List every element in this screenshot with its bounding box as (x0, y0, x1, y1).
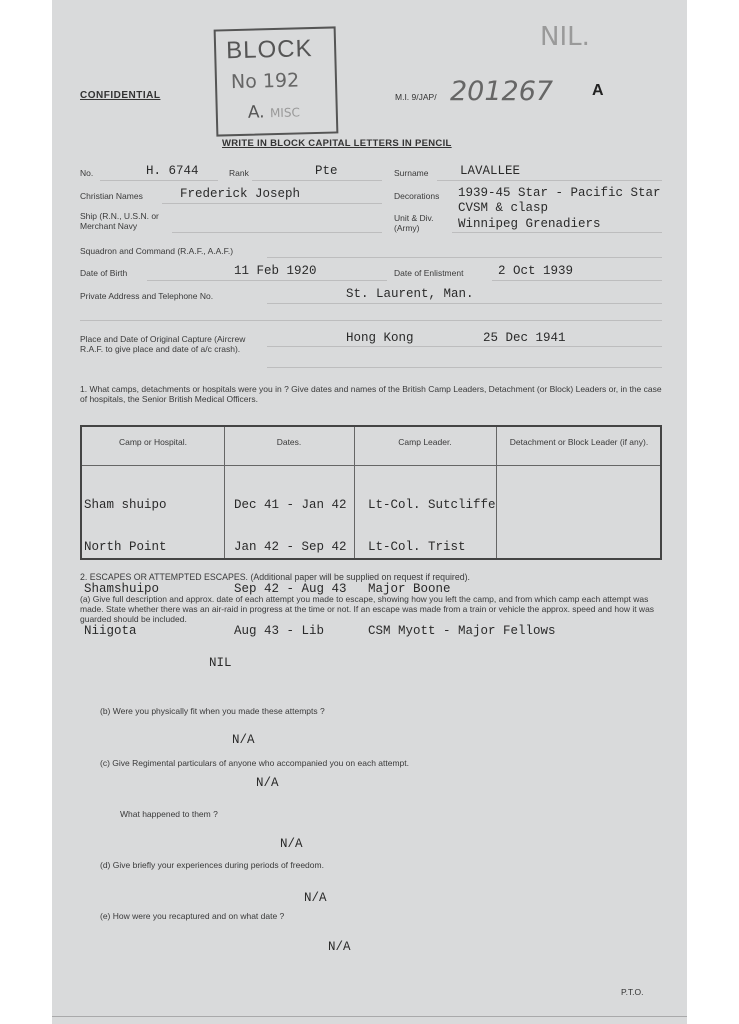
camp-leader: CSM Myott - Major Fellows (368, 624, 556, 638)
escape-answer-c: N/A (256, 776, 279, 790)
service-number: H. 6744 (146, 164, 199, 178)
dob-label: Date of Birth (80, 268, 128, 278)
corner-note: NIL. (540, 22, 590, 52)
stamp-line-2: No 192 (230, 69, 300, 94)
stamp-line-3 (248, 101, 301, 122)
camp-name: Shamshuipo (84, 582, 160, 596)
form-page (52, 0, 687, 1024)
camp-leader: Major Boone (368, 582, 451, 596)
decorations-value-2: CVSM & clasp (458, 201, 549, 215)
escape-answer-e: N/A (328, 940, 351, 954)
pencil-instruction: WRITE IN BLOCK CAPITAL LETTERS IN PENCIL (222, 138, 452, 149)
christian-names-label: Christian Names (80, 191, 143, 201)
block-stamp (214, 26, 339, 136)
header-camp-leader: Camp Leader. (398, 437, 452, 447)
address-value: St. Laurent, Man. (346, 287, 474, 301)
leaders-column (368, 470, 556, 666)
ship-label: Ship (R.N., U.S.N. or Merchant Navy (80, 211, 159, 231)
escape-question-d: (d) Give briefly your experiences during periods of freedom. (100, 860, 324, 870)
decorations-value-1: 1939-45 Star - Pacific Star (458, 186, 661, 200)
capture-label: Place and Date of Original Capture (Aircrew R.A.F. to give place and date of a/c crash). (80, 334, 246, 354)
enlistment-value: 2 Oct 1939 (498, 264, 574, 278)
escape-question-a: (a) Give full description and approx. date of each attempt you made to escape, showing how you left the camp, and from which camp each attempt was made. State whether there was an air-raid in progress at the time or not. If an escape was made from a train or vehicle the approx. speed and how it was guarded should be included. (80, 594, 655, 624)
christian-names-value: Frederick Joseph (180, 187, 301, 201)
camp-name: Sham shuipo (84, 498, 167, 512)
section1-question: 1. What camps, detachments or hospitals were you in ? Give dates and names of the British Camp Leaders, Detachment (or Block) Leaders or, in the case of hospitals, the Senior British Medical Officers. (80, 384, 662, 404)
escape-question-b: (b) Were you physically fit when you made these attempts ? (100, 706, 325, 716)
reference-suffix: A (592, 82, 604, 99)
capture-place: Hong Kong (346, 331, 414, 345)
header-dates: Dates. (276, 437, 302, 447)
camp-dates: Dec 41 - Jan 42 (234, 498, 347, 512)
escape-question-e: (e) How were you recaptured and on what date ? (100, 911, 285, 921)
stamp-line-3a: A. (247, 102, 265, 123)
capture-date: 25 Dec 1941 (483, 331, 566, 345)
escape-answer-c2: N/A (280, 837, 303, 851)
camp-dates: Sep 42 - Aug 43 (234, 582, 347, 596)
surname-value: LAVALLEE (460, 164, 521, 178)
unit-value: Winnipeg Grenadiers (458, 217, 601, 231)
surname-label: Surname (394, 168, 429, 178)
header-detachment-leader: Detachment or Block Leader (if any). (509, 437, 649, 447)
dob-value: 11 Feb 1920 (234, 264, 317, 278)
rank-value: Pte (315, 164, 338, 178)
confidential-heading: CONFIDENTIAL (80, 90, 161, 101)
enlistment-label: Date of Enlistment (394, 268, 464, 278)
camp-column (84, 470, 167, 666)
camp-name: Niigota (84, 624, 137, 638)
dates-column (234, 470, 347, 666)
camp-leader: Lt-Col. Trist (368, 540, 466, 554)
camp-leader: Lt-Col. Sutcliffe (368, 498, 496, 512)
escape-question-c: (c) Give Regimental particulars of anyone who accompanied you on each attempt. (100, 758, 409, 768)
pto-note: P.T.O. (621, 987, 644, 997)
camp-name: North Point (84, 540, 167, 554)
camp-dates: Jan 42 - Sep 42 (234, 540, 347, 554)
escape-answer-d: N/A (304, 891, 327, 905)
reference-prefix: M.I. 9/JAP/ (395, 92, 437, 102)
escape-question-c2: What happened to them ? (120, 809, 218, 819)
header-camp: Camp or Hospital. (118, 437, 188, 447)
stamp-line-1: BLOCK (225, 35, 313, 65)
unit-label: Unit & Div. (Army) (394, 213, 434, 233)
camp-dates: Aug 43 - Lib (234, 624, 325, 638)
reference-number: 201267 (450, 76, 554, 107)
address-label: Private Address and Telephone No. (80, 291, 214, 301)
squadron-label: Squadron and Command (R.A.F., A.A.F.) (80, 246, 234, 256)
stamp-line-3b: MISC (269, 105, 301, 121)
decorations-label: Decorations (394, 191, 440, 201)
escape-answer-a: NIL (209, 656, 232, 670)
section2-title: 2. ESCAPES OR ATTEMPTED ESCAPES. (Additional paper will be supplied on request if required). (80, 572, 471, 582)
rank-label: Rank (229, 168, 249, 178)
escape-answer-b: N/A (232, 733, 255, 747)
no-label: No. (80, 168, 94, 178)
